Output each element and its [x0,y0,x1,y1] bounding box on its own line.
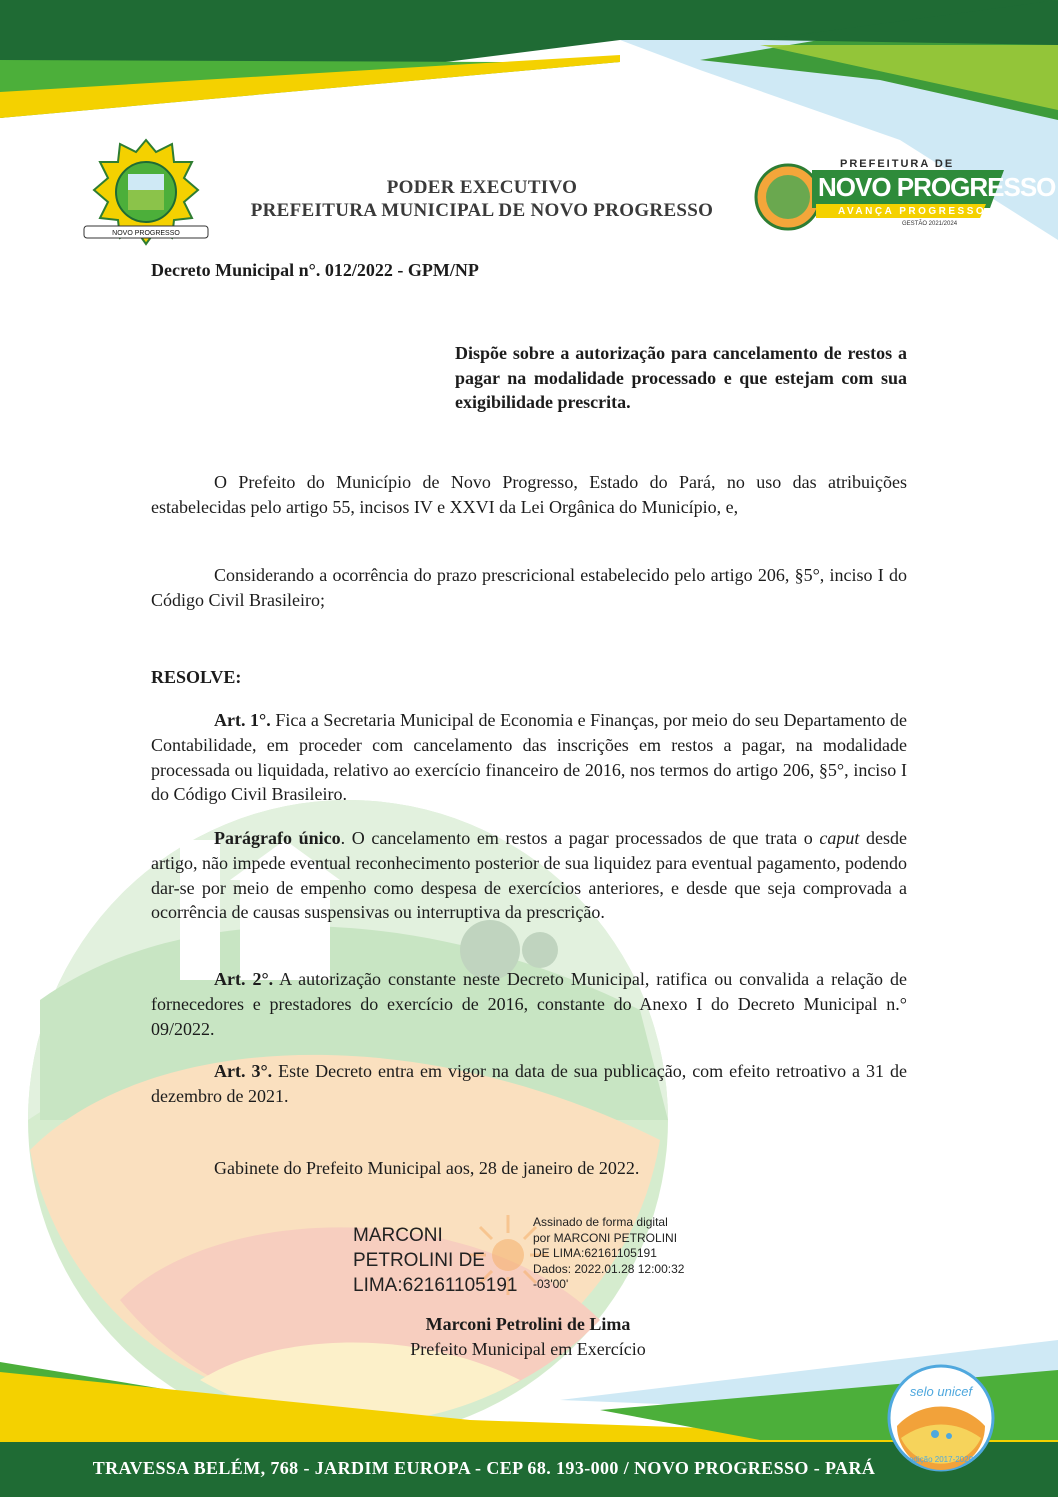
digital-signature-name-line: LIMA:62161105191 [353,1275,518,1296]
logo-gestao-text: GESTÃO 2021/2024 [902,221,958,227]
signer-title: Prefeito Municipal em Exercício [410,1339,646,1359]
article-3-label: Art. 3°. [214,1061,273,1081]
digital-signature-info-line: Assinado de forma digital [533,1215,668,1229]
header-line-1: PODER EXECUTIVO [386,177,578,198]
digital-signature-info-line: por MARCONI PETROLINI [533,1230,678,1245]
closing-line: Gabinete do Prefeito Municipal aos, 28 de janeiro de 2022. [214,1158,640,1178]
digital-signature-name-line: MARCONI [353,1225,443,1246]
article-1-text: Fica a Secretaria Municipal de Economia e Finanças, por meio do seu Departamento de Contabilidade, em proceder com cancelamento das inscrições em restos a pagar, na modalidade processada ou liquidada, relativo ao exercício financeiro de 2016, nos termos do artigo 206, §5°, inciso I do Código Civil Brasileiro. [151,710,907,805]
caput-word: caput [819,828,860,848]
digital-signature-info-line: Dados: 2022.01.28 12:00:32 [533,1261,685,1276]
logo-prefeitura-text: PREFEITURA DE [840,158,955,170]
article-2 [151,967,907,1041]
svg-text:NOVO PROGRESSO: NOVO PROGRESSO [112,230,180,237]
svg-text:edição 2017-2020: edição 2017-2020 [908,1455,974,1464]
preamble: O Prefeito do Município de Novo Progresso, Estado do Pará, no uso das atribuições estabelecidas pelo artigo 55, incisos IV e XXVI da Lei Orgânica do Município, e, [151,472,907,517]
signer-name: Marconi Petrolini de Lima [425,1314,631,1334]
considerando: Considerando a ocorrência do prazo prescricional estabelecido pelo artigo 206, §5°, inciso I do Código Civil Brasileiro; [151,565,907,610]
digital-signature-info-line: -03'00' [533,1277,569,1291]
paragrafo-unico-text-b: desde artigo, não impede eventual reconhecimento posterior de sua liquidez para eventual pagamento, podendo dar-se por meio de empenho como despesa de exercícios anteriores, e desde que seja comprovada a ocorrência de causas suspensivas ou interruptiva da prescrição. [151,828,907,923]
logo-main-text: NOVO PROGRESSO [818,172,1056,202]
article-3-text: Este Decreto entra em vigor na data de sua publicação, com efeito retroativo a 31 de dezembro de 2021. [151,1061,907,1106]
footer-address: TRAVESSA BELÉM, 768 - JARDIM EUROPA - CEP 68. 193-000 / NOVO PROGRESSO - PARÁ [92,1458,876,1478]
unicef-seal [889,1366,993,1470]
paragrafo-unico-text-a: . O cancelamento em restos a pagar processados de que trata o [340,828,820,848]
header-title [232,176,732,222]
article-1 [151,708,907,807]
svg-text:selo unicef: selo unicef [909,1384,973,1399]
article-1-label: Art. 1°. [214,710,271,730]
signer-block [300,1312,756,1362]
article-3 [151,1059,907,1109]
digital-signature-info-line: DE LIMA:62161105191 [533,1246,657,1260]
header-line-2: PREFEITURA MUNICIPAL DE NOVO PROGRESSO [250,200,714,221]
ementa: Dispõe sobre a autorização para cancelamento de restos a pagar na modalidade processado e que estejam com sua exigibilidade prescrita. [455,343,907,412]
paragrafo-unico-label: Parágrafo único [214,828,341,848]
digital-signature-name [353,1223,517,1298]
coat-of-arms [84,140,208,244]
logo-sub-text: AVANÇA PROGRESSO [838,206,987,217]
resolve-heading: RESOLVE: [151,667,242,687]
digital-signature-name-line: PETROLINI DE [353,1250,485,1271]
article-2-text: A autorização constante neste Decreto Municipal, ratifica ou convalida a relação de fornecedores e prestadores do exercício de 2016, constante do Anexo I do Decreto Municipal n.° 09/2022. [151,969,907,1039]
digital-signature-info [533,1215,684,1293]
decree-number: Decreto Municipal n°. 012/2022 - GPM/NP [151,260,479,280]
article-2-label: Art. 2°. [214,969,274,989]
paragrafo-unico [151,826,907,925]
